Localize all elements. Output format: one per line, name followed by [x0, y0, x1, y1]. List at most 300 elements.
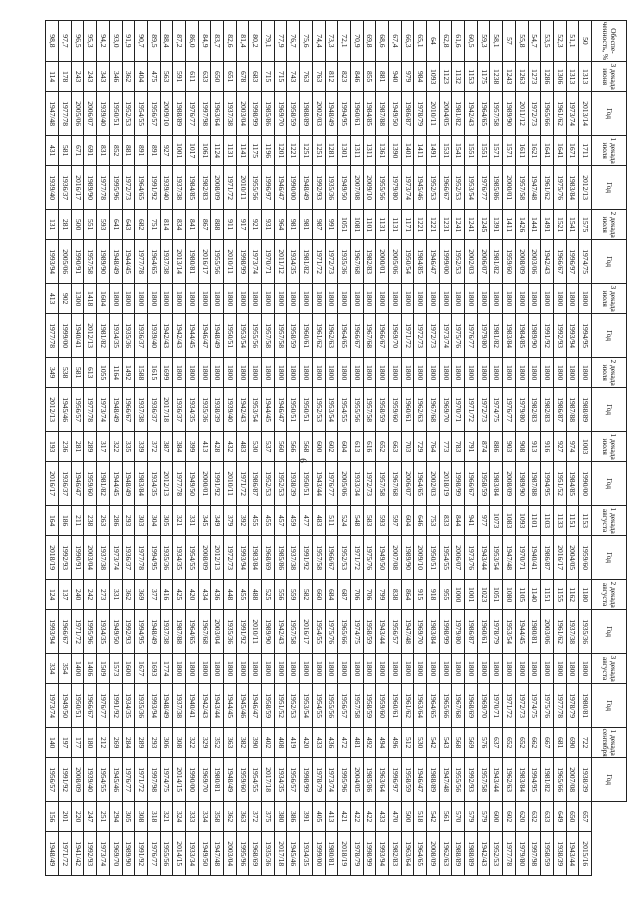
table-cell: 1934/35 — [287, 240, 300, 283]
table-cell: 137 — [59, 579, 72, 610]
table-cell: 977 — [477, 505, 490, 536]
table-cell: 1132 — [452, 61, 465, 92]
table-cell: 140 — [46, 727, 59, 758]
table-cell: 1981/82 — [490, 240, 503, 283]
table-cell: 2005/06 — [59, 240, 72, 283]
table-cell: 783 — [452, 431, 465, 462]
table-cell: 613 — [84, 357, 97, 388]
table-cell: 1967/68 — [427, 388, 440, 431]
table-cell: 1155 — [553, 579, 566, 610]
table-row — [160, 21, 173, 876]
table-cell: 1175 — [477, 61, 490, 92]
table-cell: 1937/38 — [173, 166, 186, 209]
table-cell: 916 — [541, 431, 554, 462]
table-cell: 369 — [135, 579, 148, 610]
table-cell: 1977/78 — [503, 832, 516, 876]
table-cell: 1954/55 — [186, 536, 199, 579]
table-cell: 1942/43 — [173, 314, 186, 357]
table-cell: 1959/60 — [84, 462, 97, 505]
table-cell: 1937/38 — [173, 684, 186, 727]
table-cell: 1963/64 — [211, 92, 224, 135]
table-cell: 538 — [59, 357, 72, 388]
table-cell: 1996/97 — [566, 240, 579, 283]
table-cell: 691 — [84, 135, 97, 166]
table-cell: 687 — [338, 579, 351, 610]
table-cell: 542 — [427, 801, 440, 832]
table-cell: 1948/49 — [325, 92, 338, 135]
table-cell: 420 — [186, 579, 199, 610]
table-cell: 1964/65 — [186, 610, 199, 653]
table-cell: 987 — [312, 209, 325, 240]
table-cell: 1972/73 — [224, 536, 237, 579]
table-cell: 1955/56 — [350, 388, 363, 431]
table-cell: 2007/08 — [566, 758, 579, 801]
table-cell: 436 — [325, 727, 338, 758]
table-cell: 913 — [528, 431, 541, 462]
table-cell: 1935/36 — [135, 684, 148, 727]
table-cell: 1937/38 — [97, 536, 110, 579]
table-cell: 1573 — [109, 653, 122, 684]
table-cell: 156 — [46, 801, 59, 832]
table-cell: 1055 — [97, 357, 110, 388]
table-cell: 247 — [84, 801, 97, 832]
table-cell: 1945/46 — [287, 832, 300, 876]
table-cell: 1969/70 — [198, 758, 211, 801]
table-cell: 413 — [46, 283, 59, 314]
table-cell: 1400 — [71, 653, 84, 684]
probability-cell: 69,8 — [363, 21, 376, 62]
table-cell: 1972/73 — [528, 92, 541, 135]
table-cell: 293 — [147, 727, 160, 758]
table-cell: 1991/92 — [147, 166, 160, 209]
table-cell: 1939/40 — [160, 166, 173, 209]
table-cell: 864 — [401, 579, 414, 610]
table-cell: 1973/74 — [325, 758, 338, 801]
table-cell: 1800 — [541, 653, 554, 684]
table-cell: 518 — [414, 801, 427, 832]
table-cell: 1960/61 — [477, 610, 490, 653]
table-cell: 382 — [236, 727, 249, 758]
table-cell: 1971/72 — [59, 832, 72, 876]
table-cell: 354 — [59, 653, 72, 684]
table-cell: 1942/43 — [274, 610, 287, 653]
probability-cell: 84,9 — [198, 21, 211, 62]
probability-cell: 54,7 — [528, 21, 541, 62]
table-cell: 1950/51 — [71, 684, 84, 727]
table-cell: 1960/61 — [300, 314, 313, 357]
table-cell: 494 — [376, 727, 389, 758]
table-cell: 1974/75 — [160, 758, 173, 801]
table-cell: 683 — [249, 61, 262, 92]
table-cell: 1988/89 — [300, 92, 313, 135]
table-cell: 650 — [566, 801, 579, 832]
table-cell: 1800 — [249, 653, 262, 684]
table-cell: 329 — [198, 727, 211, 758]
table-cell: 1800 — [147, 283, 160, 314]
table-cell: 1997/98 — [147, 758, 160, 801]
table-cell: 1003 — [579, 431, 592, 462]
probability-cell: 89,5 — [147, 21, 160, 62]
table-cell: 1991/92 — [236, 610, 249, 653]
table-cell: 1950/51 — [427, 536, 440, 579]
table-cell: 1017 — [186, 135, 199, 166]
table-cell: 1993/94 — [46, 240, 59, 283]
table-cell: 1953/54 — [300, 684, 313, 727]
table-cell: 211 — [71, 505, 84, 536]
table-cell: 1934/35 — [186, 388, 199, 431]
probability-cell: 86,0 — [186, 21, 199, 62]
table-cell: 1093 — [427, 61, 440, 92]
table-cell: 633 — [198, 61, 211, 92]
table-cell: 1957/58 — [84, 240, 97, 283]
table-row — [300, 21, 313, 876]
column-header: Год — [592, 462, 627, 505]
table-cell: 2016/17 — [198, 240, 211, 283]
column-header: 2 декада июля — [592, 209, 627, 240]
table-cell: 1800 — [325, 357, 338, 388]
column-header: 1 декада июля — [592, 135, 627, 166]
table-cell: 236 — [59, 431, 72, 462]
table-cell: 1944/45 — [515, 610, 528, 653]
table-cell: 322 — [109, 431, 122, 462]
table-cell: 1948/49 — [147, 610, 160, 653]
probability-cell: 61,6 — [452, 21, 465, 62]
table-body — [46, 21, 592, 876]
table-cell: 576 — [477, 727, 490, 758]
table-cell: 1950/51 — [300, 462, 313, 505]
table-cell: 682 — [135, 209, 148, 240]
table-cell: 1983/84 — [503, 314, 516, 357]
table-cell: 729 — [414, 431, 427, 462]
table-cell: 1956/57 — [389, 610, 402, 653]
table-cell: 1131 — [376, 209, 389, 240]
table-cell: 1955/56 — [211, 240, 224, 283]
table-cell: 706 — [363, 579, 376, 610]
table-cell: 2004/05 — [566, 536, 579, 579]
table-cell: 1977/78 — [173, 462, 186, 505]
table-cell: 1954/55 — [439, 536, 452, 579]
table-cell: 1981/82 — [300, 240, 313, 283]
table-cell: 1948/49 — [46, 832, 59, 876]
table-cell: 1966/67 — [122, 388, 135, 431]
table-cell: 915 — [414, 579, 427, 610]
table-cell: 918 — [427, 579, 440, 610]
table-cell: 1993/94 — [236, 536, 249, 579]
table-cell: 1953/54 — [249, 388, 262, 431]
table-cell: 1976/77 — [122, 758, 135, 801]
table-cell: 1996/97 — [262, 166, 275, 209]
table-cell: 1948/49 — [160, 684, 173, 727]
table-cell: 372 — [249, 801, 262, 832]
table-cell: 1971/72 — [236, 462, 249, 505]
table-cell: 1976/77 — [477, 166, 490, 209]
table-cell: 1983/84 — [566, 166, 579, 209]
table-cell: 1311 — [363, 135, 376, 166]
table-cell: 1699 — [160, 357, 173, 388]
table-cell: 1961/62 — [553, 610, 566, 653]
table-cell: 2011/12 — [515, 92, 528, 135]
table-cell: 657 — [579, 801, 592, 832]
table-cell: 318 — [147, 801, 160, 832]
table-cell: 1313 — [566, 61, 579, 92]
table-cell: 593 — [97, 209, 110, 240]
table-cell: 1934/35 — [300, 832, 313, 876]
table-row — [97, 21, 110, 876]
table-cell: 1575 — [579, 209, 592, 240]
table-cell: 1123 — [439, 61, 452, 92]
probability-cell: 90,7 — [135, 21, 148, 62]
table-cell: 1800 — [553, 653, 566, 684]
table-cell: 1800 — [389, 283, 402, 314]
table-cell: 1962/63 — [325, 314, 338, 357]
table-cell: 2014/15 — [173, 832, 186, 876]
table-cell: 1973/74 — [249, 240, 262, 283]
table-cell: 317 — [97, 431, 110, 462]
table-cell: 1426 — [515, 209, 528, 240]
table-cell: 1051 — [490, 579, 503, 610]
table-cell: 1988/89 — [173, 92, 186, 135]
table-cell: 551 — [84, 209, 97, 240]
table-row — [338, 21, 351, 876]
table-cell: 1800 — [566, 283, 579, 314]
table-cell: 1800 — [160, 283, 173, 314]
table-cell: 1957/58 — [477, 758, 490, 801]
table-cell: 422 — [363, 801, 376, 832]
table-cell: 1800 — [579, 357, 592, 388]
table-cell: 940 — [389, 61, 402, 92]
table-cell: 1800 — [312, 283, 325, 314]
table-cell: 1551 — [465, 135, 478, 166]
table-cell: 416 — [160, 579, 173, 610]
table-cell: 1977/78 — [135, 536, 148, 579]
table-cell: 286 — [109, 505, 122, 536]
table-cell: 1942/43 — [198, 684, 211, 727]
table-cell: 1800 — [528, 283, 541, 314]
table-cell: 346 — [109, 61, 122, 92]
table-cell: 1800 — [287, 653, 300, 684]
column-header: Год — [592, 314, 627, 357]
table-cell: 799 — [376, 579, 389, 610]
table-cell: 1979/80 — [477, 314, 490, 357]
table-cell: 1970/71 — [515, 536, 528, 579]
table-cell: 582 — [300, 579, 313, 610]
table-cell: 984 — [414, 61, 427, 92]
table-cell: 322 — [186, 727, 199, 758]
table-cell: 1977/78 — [553, 684, 566, 727]
table-cell: 1175 — [249, 135, 262, 166]
table-cell: 1959/60 — [236, 758, 249, 801]
table-cell: 1273 — [528, 61, 541, 92]
probability-cell: 79,1 — [262, 21, 275, 62]
table-cell: 1023 — [477, 579, 490, 610]
table-cell: 652 — [503, 727, 516, 758]
table-cell: 908 — [515, 431, 528, 462]
table-cell: 1251 — [312, 135, 325, 166]
table-cell: 2010/11 — [224, 462, 237, 505]
table-cell: 240 — [71, 579, 84, 610]
table-cell: 1800 — [363, 283, 376, 314]
table-cell: 1971/72 — [71, 610, 84, 653]
table-cell: 1972/73 — [414, 314, 427, 357]
table-row — [59, 21, 72, 876]
table-cell: 1953/54 — [465, 166, 478, 209]
table-cell: 331 — [186, 505, 199, 536]
table-cell: 1952/53 — [427, 166, 440, 209]
table-cell: 1073 — [490, 505, 503, 536]
table-cell: 2003/06 — [528, 240, 541, 283]
table-cell: 2017/18 — [160, 388, 173, 431]
table-cell: 1959/60 — [579, 536, 592, 579]
table-cell: 1966/67 — [376, 314, 389, 357]
table-cell: 1957/58 — [274, 314, 287, 357]
table-cell: 1943/44 — [211, 684, 224, 727]
table-cell: 1989/90 — [84, 166, 97, 209]
table-cell: 1936/37 — [122, 536, 135, 579]
table-cell: 1800 — [262, 653, 275, 684]
table-cell: 1311 — [350, 135, 363, 166]
table-cell: 1982/83 — [198, 166, 211, 209]
table-cell: 568 — [300, 431, 313, 462]
table-row — [477, 21, 490, 876]
table-cell: 542 — [427, 727, 440, 758]
table-cell: 1974/75 — [528, 684, 541, 727]
table-cell: 931 — [262, 209, 275, 240]
table-cell: 1951/52 — [274, 684, 287, 727]
table-cell: 703 — [401, 431, 414, 462]
table-cell: 561 — [439, 801, 452, 832]
table-cell: 2000/01 — [376, 240, 389, 283]
table-cell: 488 — [249, 579, 262, 610]
table-cell: 1800 — [198, 653, 211, 684]
table-cell: 1959/60 — [503, 240, 516, 283]
table-cell: 1981/82 — [452, 92, 465, 135]
table-cell: 537 — [262, 431, 275, 462]
column-header: 3 декада июня — [592, 61, 627, 92]
table-cell: 1979/80 — [515, 832, 528, 876]
table-cell: 273 — [97, 579, 110, 610]
table-cell: 1938/39 — [579, 758, 592, 801]
table-row — [224, 21, 237, 876]
table-cell: 363 — [224, 727, 237, 758]
table-cell: 1979/80 — [389, 166, 402, 209]
table-cell: 927 — [553, 431, 566, 462]
table-cell: 413 — [325, 801, 338, 832]
table-cell: 525 — [262, 579, 275, 610]
table-cell: 304 — [147, 505, 160, 536]
table-cell: 1406 — [84, 653, 97, 684]
table-row — [236, 21, 249, 876]
table-cell: 269 — [109, 727, 122, 758]
table-cell: 448 — [224, 579, 237, 610]
table-cell: 1083 — [503, 505, 516, 536]
table-cell: 1951/52 — [553, 462, 566, 505]
table-cell: 1985/86 — [262, 92, 275, 135]
table-cell: 743 — [287, 61, 300, 92]
table-cell: 2017/18 — [262, 758, 275, 801]
probability-cell: 97,7 — [59, 21, 72, 62]
table-cell: 334 — [46, 653, 59, 684]
table-cell: 1974/75 — [350, 610, 363, 653]
table-cell: 1999/00 — [312, 832, 325, 876]
table-cell: 1982/83 — [541, 388, 554, 431]
table-cell: 1541 — [452, 135, 465, 166]
table-cell: 1957/58 — [515, 166, 528, 209]
table-cell: 164 — [46, 505, 59, 536]
table-cell: 1800 — [312, 653, 325, 684]
table-cell: 2005/06 — [389, 240, 402, 283]
table-cell: 1956/57 — [287, 758, 300, 801]
table-cell: 1963/64 — [414, 684, 427, 727]
table-cell: 1973/74 — [46, 684, 59, 727]
table-cell: 1800 — [173, 283, 186, 314]
table-cell: 1963/64 — [401, 832, 414, 876]
table-cell: 2010/11 — [236, 166, 249, 209]
table-row — [325, 21, 338, 876]
table-cell: 1800 — [249, 357, 262, 388]
table-cell: 891 — [147, 135, 160, 166]
table-cell: 1983/84 — [427, 610, 440, 653]
table-cell: 1978/79 — [350, 832, 363, 876]
table-cell: 1615 — [147, 357, 160, 388]
probability-cell: 74,4 — [312, 21, 325, 62]
table-cell: 1164 — [109, 357, 122, 388]
table-cell: 1968/69 — [262, 536, 275, 579]
probability-table — [45, 20, 627, 876]
table-cell: 706 — [350, 579, 363, 610]
table-cell: 1975/76 — [541, 684, 554, 727]
table-cell: 1997/98 — [528, 832, 541, 876]
table-cell: 1976/77 — [147, 832, 160, 876]
table-cell: 345 — [198, 505, 211, 536]
table-cell: 243 — [84, 61, 97, 92]
table-cell: 812 — [325, 61, 338, 92]
table-cell: 1985/86 — [274, 536, 287, 579]
table-cell: 1300 — [71, 283, 84, 314]
table-cell: 511 — [325, 505, 338, 536]
table-cell: 1936/37 — [59, 166, 72, 209]
table-cell: 1281 — [325, 135, 338, 166]
table-row — [173, 21, 186, 876]
table-cell: 1964/65 — [338, 314, 351, 357]
table-cell: 1944/45 — [109, 462, 122, 505]
table-cell: 455 — [262, 505, 275, 536]
table-cell: 1949/50 — [376, 536, 389, 579]
table-cell: 2012/13 — [211, 536, 224, 579]
probability-cell: 62,8 — [439, 21, 452, 62]
table-cell: 1970/71 — [452, 388, 465, 431]
table-cell: 1981/82 — [97, 462, 110, 505]
probability-cell: 52,3 — [553, 21, 566, 62]
table-cell: 386 — [287, 801, 300, 832]
table-cell: 377 — [147, 579, 160, 610]
table-cell: 1982/83 — [389, 832, 402, 876]
table-cell: 1967/68 — [452, 684, 465, 727]
table-cell: 1972/73 — [477, 388, 490, 431]
table-cell: 1541 — [566, 209, 579, 240]
table-cell: 1946/47 — [274, 388, 287, 431]
table-cell: 1306 — [553, 61, 566, 92]
table-cell: 1800 — [528, 357, 541, 388]
table-cell: 2006/07 — [452, 536, 465, 579]
table-cell: 1952/53 — [287, 684, 300, 727]
table-cell: 1960/61 — [401, 388, 414, 431]
table-cell: 1800 — [274, 357, 287, 388]
table-cell: 2008/09 — [211, 166, 224, 209]
table-cell: 289 — [84, 431, 97, 462]
table-cell: 1800 — [503, 653, 516, 684]
table-cell: 1957/58 — [312, 536, 325, 579]
table-cell: 1994/95 — [528, 758, 541, 801]
